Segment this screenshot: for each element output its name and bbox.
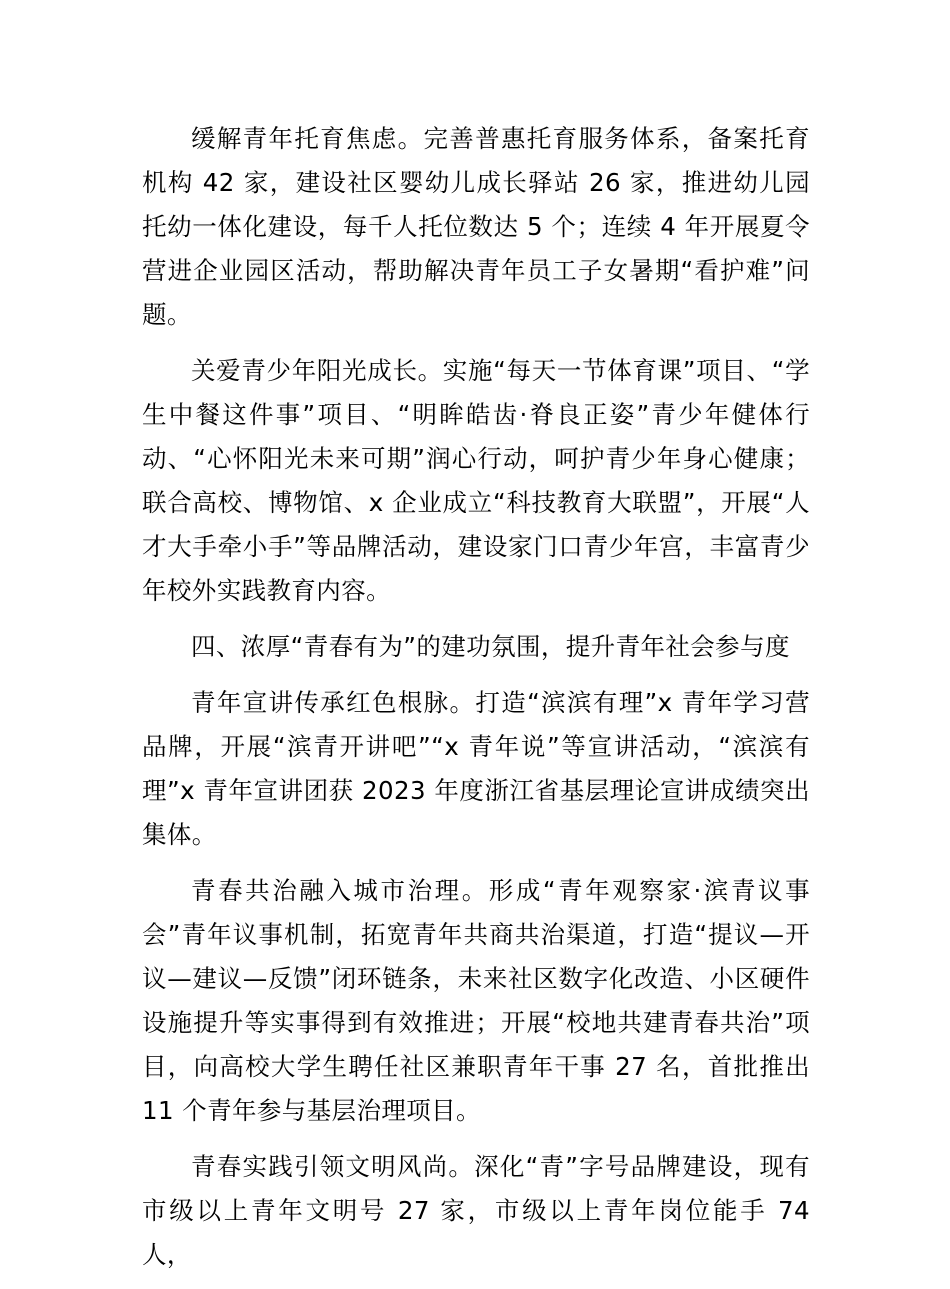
- paragraph-youth-lecture: 青年宣讲传承红色根脉。打造“滨滨有理”x 青年学习营品牌，开展“滨青开讲吧”“x 青年说”等宣讲活动，“滨滨有理”x 青年宣讲团获 2023 年度浙江省基层理论宣讲成绩突出集体。: [142, 688, 810, 849]
- document-body: [142, 117, 810, 1289]
- section-heading-four: 四、浓厚“青春有为”的建功氛围，提升青年社会参与度: [191, 632, 790, 661]
- paragraph-co-governance: 青春共治融入城市治理。形成“青年观察家·滨青议事会”青年议事机制，拓宽青年共商共治渠道，打造“提议—开议—建议—反馈”闭环链条，未来社区数字化改造、小区硬件设施提升等实事得到有效推进；开展“校地共建青春共治”项目，向高校大学生聘任社区兼职青年干事 27 名，首批推出 11 个青年参与基层治理项目。: [142, 876, 810, 1125]
- paragraph-childcare: 缓解青年托育焦虑。完善普惠托育服务体系，备案托育机构 42 家，建设社区婴幼儿成长驿站 26 家，推进幼儿园托幼一体化建设，每千人托位数达 5 个；连续 4 年开展夏令营进企业园区活动，帮助解决青年员工子女暑期“看护难”问题。: [142, 124, 810, 329]
- paragraph-youth-growth: 关爱青少年阳光成长。实施“每天一节体育课”项目、“学生中餐这件事”项目、“明眸皓齿·脊良正姿”青少年健体行动、“心怀阳光未来可期”润心行动，呵护青少年身心健康；联合高校、博物馆、x 企业成立“科技教育大联盟”，开展“人才大手牵小手”等品牌活动，建设家门口青少年宫，丰富青少年校外实践教育内容。: [142, 356, 810, 605]
- paragraph-civility: 青春实践引领文明风尚。深化“青”字号品牌建设，现有市级以上青年文明号 27 家，市级以上青年岗位能手 74 人，: [142, 1152, 810, 1269]
